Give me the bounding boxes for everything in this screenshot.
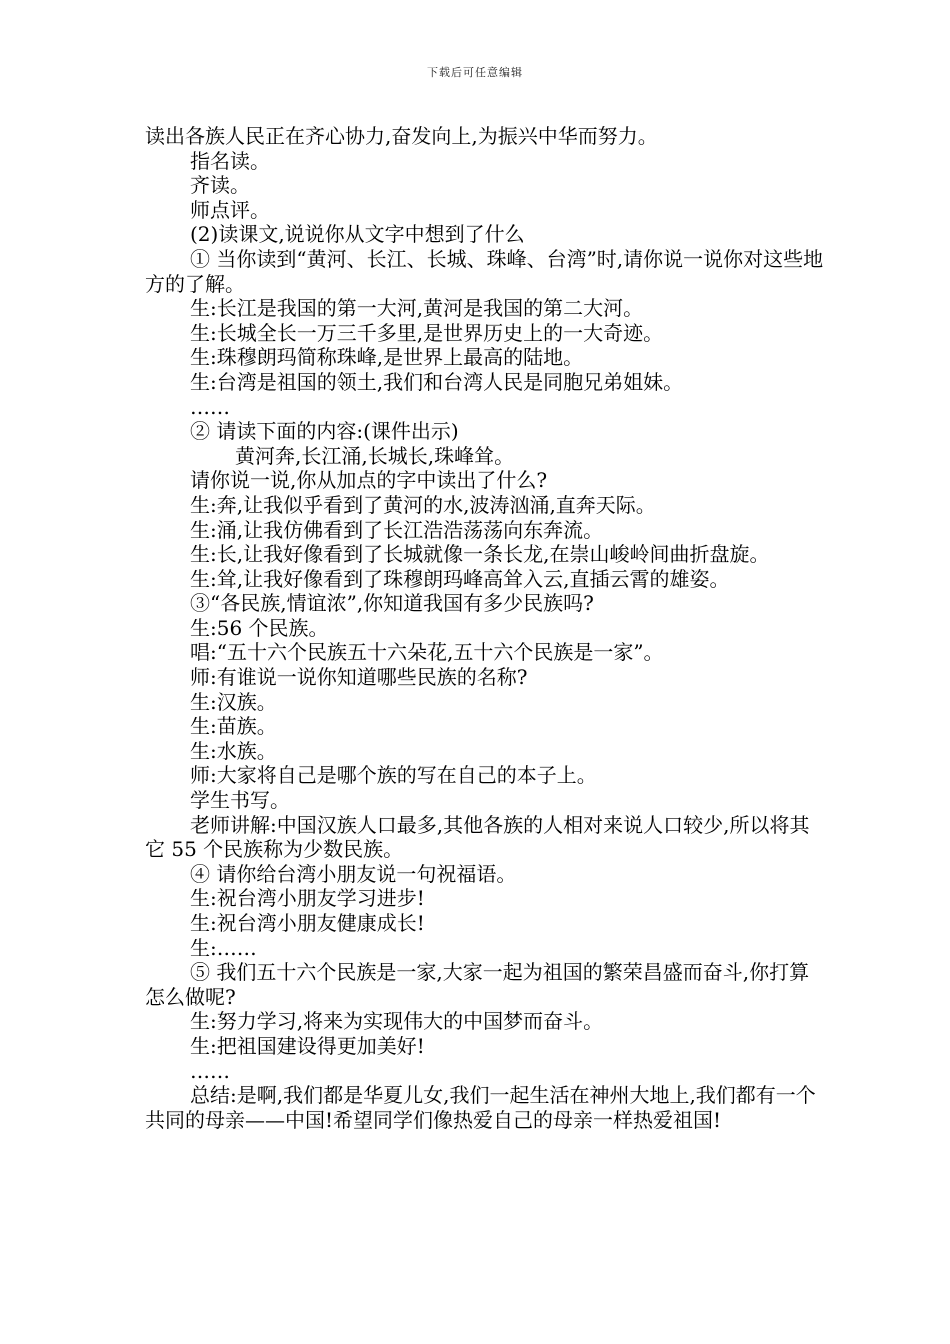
paragraph: 生:汉族。 — [190, 689, 277, 714]
paragraph: 唱:“五十六个民族五十六朵花,五十六个民族是一家”。 — [190, 640, 664, 665]
paragraph: ① 当你读到“黄河、长江、长城、珠峰、台湾”时,请你说一说你对这些地方的了解。 — [145, 246, 824, 296]
paragraph: 生:耸,让我好像看到了珠穆朗玛峰高耸入云,直插云霄的雄姿。 — [190, 566, 730, 591]
paragraph: 生:珠穆朗玛简称珠峰,是世界上最高的陆地。 — [190, 345, 584, 370]
paragraph: 生:长城全长一万三千多里,是世界历史上的一大奇迹。 — [190, 320, 664, 345]
page-header: 下载后可任意编辑 — [427, 66, 523, 79]
paragraph: 生:涌,让我仿佛看到了长江浩浩荡荡向东奔流。 — [190, 517, 604, 542]
paragraph: 读出各族人民正在齐心协力,奋发向上,为振兴中华而努力。 — [145, 124, 658, 148]
paragraph: 生:奔,让我似乎看到了黄河的水,波涛汹涌,直奔天际。 — [190, 492, 656, 517]
paragraph: 师点评。 — [190, 197, 270, 222]
paragraph: 生:…… — [190, 935, 257, 960]
paragraph: 请你说一说,你从加点的字中读出了什么? — [190, 468, 548, 493]
paragraph: 指名读。 — [190, 148, 270, 173]
paragraph: …… — [190, 1058, 230, 1083]
paragraph: 齐读。 — [190, 173, 250, 198]
paragraph: 师:有谁说一说你知道哪些民族的名称? — [190, 665, 528, 690]
paragraph: 学生书写。 — [190, 788, 290, 813]
paragraph: ② 请读下面的内容:(课件出示) — [190, 419, 459, 444]
paragraph: ⑤ 我们五十六个民族是一家,大家一起为祖国的繁荣昌盛而奋斗,你打算怎么做呢? — [145, 960, 810, 1009]
document-body — [145, 124, 825, 1132]
paragraph: 生:祝台湾小朋友健康成长! — [190, 911, 425, 935]
paragraph: 生:苗族。 — [190, 714, 277, 739]
paragraph: 黄河奔,长江涌,长城长,珠峰耸。 — [235, 443, 515, 468]
paragraph: 生:祝台湾小朋友学习进步! — [190, 886, 425, 911]
paragraph: 生:水族。 — [190, 738, 277, 763]
paragraph: ③“各民族,情谊浓”,你知道我国有多少民族吗? — [190, 591, 594, 616]
paragraph: 生:努力学习,将来为实现伟大的中国梦而奋斗。 — [190, 1009, 604, 1034]
paragraph: 老师讲解:中国汉族人口最多,其他各族的人相对来说人口较少,所以将其它 55 个民族称为少数民族。 — [145, 812, 810, 862]
paragraph: 生:长,让我好像看到了长城就像一条长龙,在崇山峻岭间曲折盘旋。 — [190, 542, 770, 567]
paragraph: …… — [190, 394, 230, 419]
paragraph: 总结:是啊,我们都是华夏儿女,我们一起生活在神州大地上,我们都有一个共同的母亲——中国!希望同学们像热爱自己的母亲一样热爱祖国! — [145, 1083, 816, 1132]
paragraph: (2)读课文,说说你从文字中想到了什么 — [190, 222, 525, 247]
paragraph: 生:56 个民族。 — [190, 615, 329, 640]
paragraph: 生:台湾是祖国的领土,我们和台湾人民是同胞兄弟姐妹。 — [190, 369, 684, 394]
paragraph: 生:把祖国建设得更加美好! — [190, 1033, 425, 1058]
paragraph: 生:长江是我国的第一大河,黄河是我国的第二大河。 — [190, 296, 644, 321]
paragraph: ④ 请你给台湾小朋友说一句祝福语。 — [190, 861, 517, 886]
paragraph: 师:大家将自己是哪个族的写在自己的本子上。 — [190, 763, 597, 788]
